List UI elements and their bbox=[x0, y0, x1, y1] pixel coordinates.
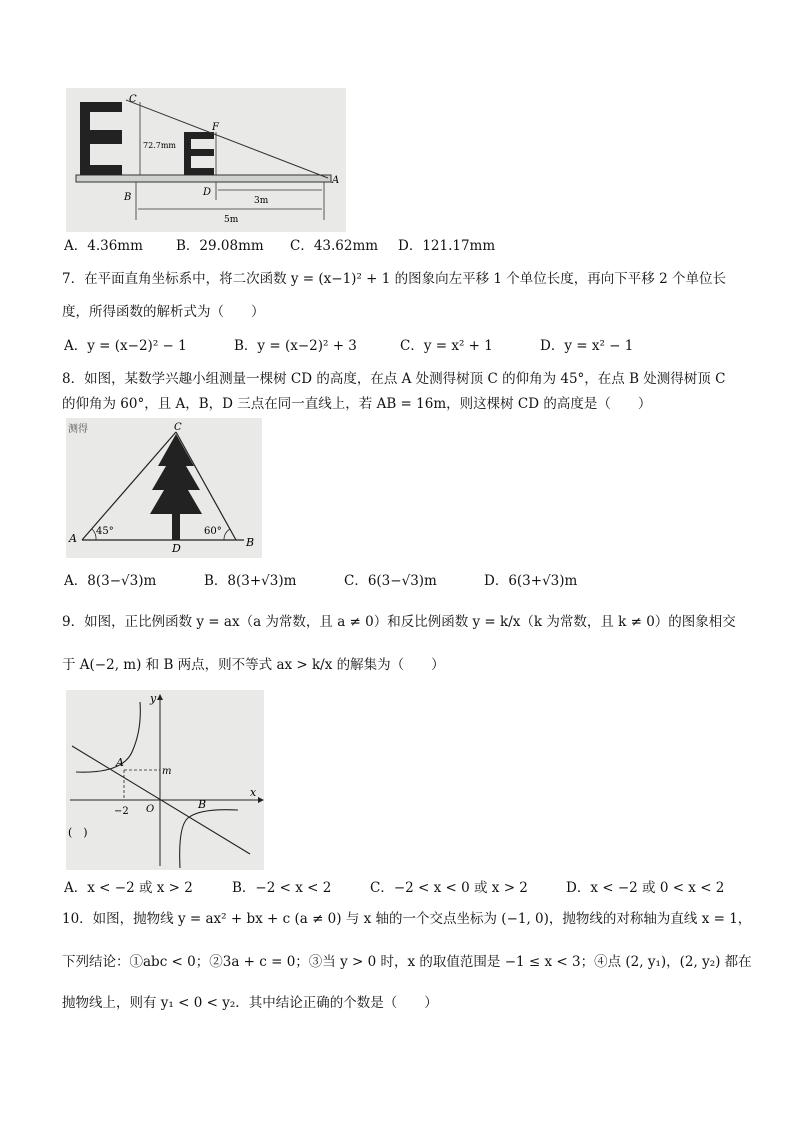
label-neg2: −2 bbox=[114, 806, 129, 817]
q9-option-a[interactable]: A．x < −2 或 x > 2 bbox=[64, 880, 193, 896]
q6-option-b[interactable]: B．29.08mm bbox=[176, 238, 264, 254]
q9-diagram bbox=[66, 690, 264, 870]
dim-72-7mm: 72.7mm bbox=[143, 141, 176, 150]
corner-text: 测得 bbox=[68, 424, 88, 435]
dim-5m: 5m bbox=[224, 215, 239, 225]
hyperbola-left bbox=[76, 702, 140, 772]
tree-trunk bbox=[172, 514, 180, 540]
sight-line bbox=[126, 100, 328, 178]
q6-diagram bbox=[66, 88, 346, 232]
q8-option-d[interactable]: D．6(3+√3)m bbox=[484, 573, 578, 589]
label-a: A bbox=[332, 175, 340, 186]
q6-option-d[interactable]: D．121.17mm bbox=[398, 238, 496, 254]
label-c: C bbox=[174, 422, 182, 433]
q9-option-b[interactable]: B．−2 < x < 2 bbox=[232, 880, 332, 896]
q7-text-line2: 度，所得函数的解析式为（ ） bbox=[62, 304, 265, 320]
label-d: D bbox=[203, 187, 212, 198]
label-x: x bbox=[250, 786, 257, 799]
q7-option-a[interactable]: A．y = (x−2)² − 1 bbox=[64, 338, 187, 354]
q8-option-c[interactable]: C．6(3−√3)m bbox=[344, 573, 437, 589]
label-b: B bbox=[246, 536, 255, 549]
tree-shape bbox=[150, 434, 202, 514]
q10-text-line1: 10．如图，抛物线 y = ax² + bx + c (a ≠ 0) 与 x 轴的一个交点坐标为 (−1, 0)，抛物线的对称轴为直线 x = 1， bbox=[62, 911, 752, 927]
q9-figure bbox=[66, 690, 264, 870]
q6-figure bbox=[66, 88, 346, 232]
q9-option-d[interactable]: D．x < −2 或 0 < x < 2 bbox=[566, 880, 725, 896]
label-o: O bbox=[146, 804, 155, 815]
q8-text-line2: 的仰角为 60°，且 A，B，D 三点在同一直线上，若 AB = 16m，则这棵树 CD 的高度是（ ） bbox=[62, 396, 652, 412]
q7-option-c[interactable]: C．y = x² + 1 bbox=[400, 338, 493, 354]
label-d: D bbox=[172, 542, 181, 555]
label-b: B bbox=[124, 192, 132, 203]
ground-bar bbox=[76, 175, 331, 182]
q9-option-c[interactable]: C．−2 < x < 0 或 x > 2 bbox=[370, 880, 528, 896]
label-f: F bbox=[212, 122, 219, 133]
q7-option-d[interactable]: D．y = x² − 1 bbox=[540, 338, 634, 354]
label-y: y bbox=[150, 692, 157, 705]
small-e-chart bbox=[184, 132, 214, 175]
q6-option-c[interactable]: C．43.62mm bbox=[290, 238, 379, 254]
q10-text-line2: 下列结论：①abc < 0；②3a + c = 0；③当 y > 0 时，x 的取值范围是 −1 ≤ x < 3；④点 (2, y₁)，(2, y₂) 都在 bbox=[62, 954, 752, 970]
q8-option-a[interactable]: A．8(3−√3)m bbox=[64, 573, 157, 589]
label-a: A bbox=[116, 756, 124, 769]
q9-text-line2: 于 A(−2, m) 和 B 两点，则不等式 ax > k/x 的解集为（ ） bbox=[62, 657, 445, 673]
q7-text-line1: 7．在平面直角坐标系中，将二次函数 y = (x−1)² + 1 的图象向左平移 1 个单位长度，再向下平移 2 个单位长 bbox=[62, 271, 726, 287]
q8-text-line1: 8．如图，某数学兴趣小组测量一棵树 CD 的高度，在点 A 处测得树顶 C 的仰角为 45°，在点 B 处测得树顶 C bbox=[62, 371, 726, 387]
dim-3m: 3m bbox=[254, 196, 269, 206]
hyperbola-right bbox=[180, 810, 238, 868]
angle-60: 60° bbox=[204, 526, 222, 537]
label-a: A bbox=[69, 532, 77, 545]
q9-text-line1: 9．如图，正比例函数 y = ax（a 为常数，且 a ≠ 0）和反比例函数 y = k/x（k 为常数，且 k ≠ 0）的图象相交 bbox=[62, 614, 736, 630]
label-m: m bbox=[162, 766, 172, 777]
q6-option-a[interactable]: A．4.36mm bbox=[64, 238, 143, 254]
q8-diagram bbox=[66, 418, 262, 558]
label-b: B bbox=[198, 798, 207, 811]
bracket-text: ( ) bbox=[68, 826, 88, 839]
angle-45: 45° bbox=[96, 526, 114, 537]
q7-option-b[interactable]: B．y = (x−2)² + 3 bbox=[234, 338, 357, 354]
q8-figure bbox=[66, 418, 262, 558]
q10-text-line3: 抛物线上，则有 y₁ < 0 < y₂．其中结论正确的个数是（ ） bbox=[62, 995, 438, 1011]
label-c: C bbox=[129, 94, 137, 105]
q8-option-b[interactable]: B．8(3+√3)m bbox=[204, 573, 297, 589]
